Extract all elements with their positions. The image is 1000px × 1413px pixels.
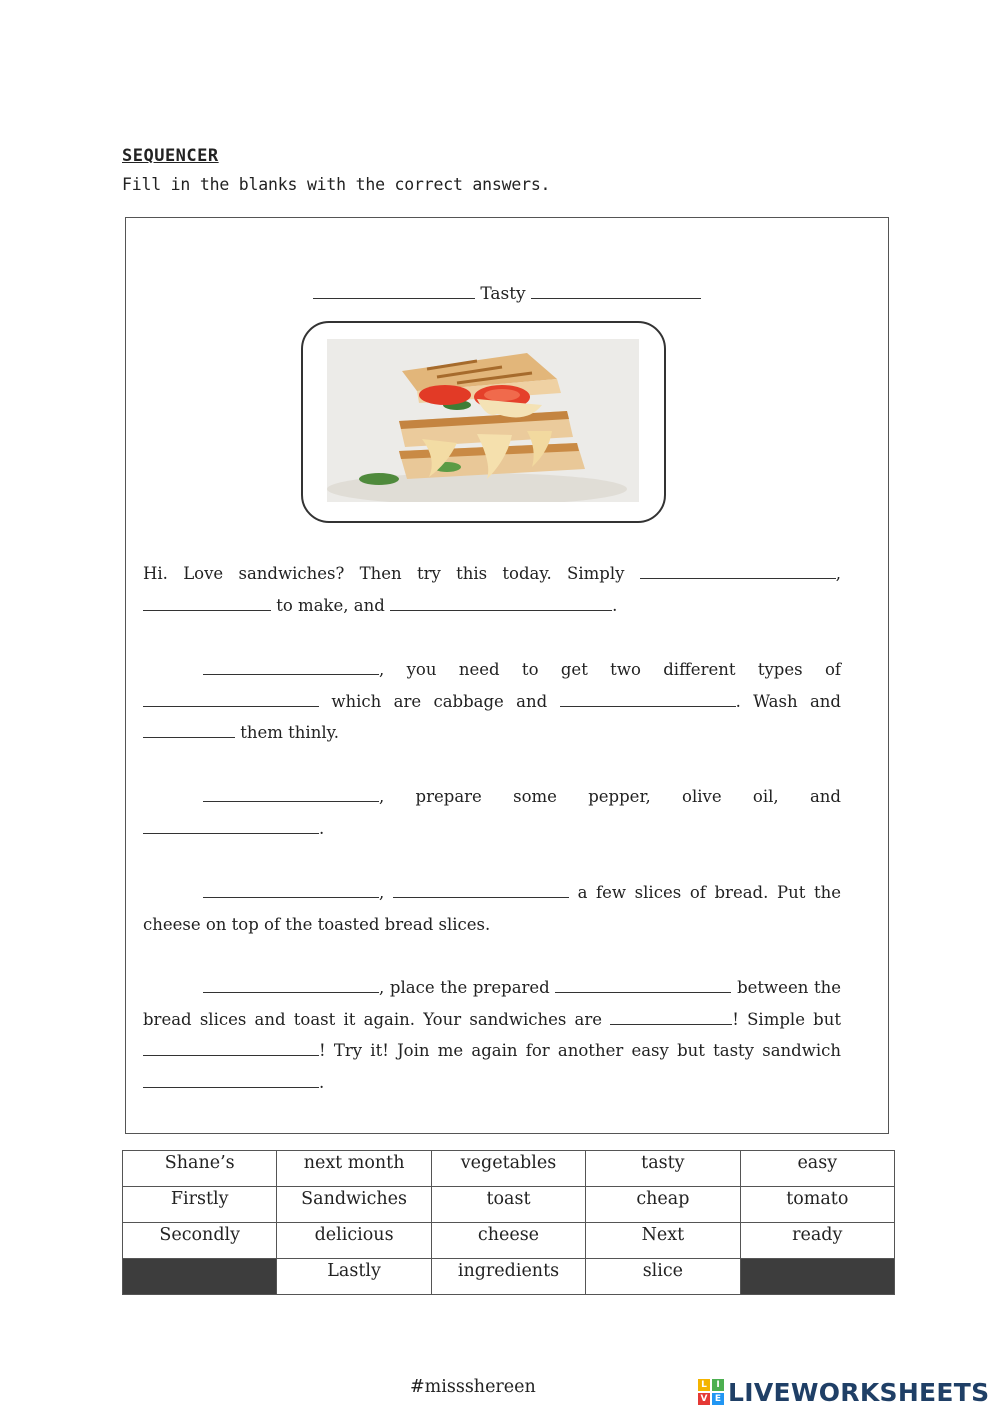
instruction-text: Fill in the blanks with the correct answers. <box>122 175 551 194</box>
paragraph-5 <box>143 972 841 1098</box>
blank-15[interactable] <box>143 1041 319 1056</box>
blank-10[interactable] <box>203 883 379 898</box>
word-bank-cell: Next <box>586 1223 740 1259</box>
p5-text-1: , place the prepared <box>379 978 550 997</box>
p2-text-1: , you need to get two different types of <box>379 660 841 679</box>
logo-text: LIVEWORKSHEETS <box>728 1377 990 1407</box>
p2-text-3: . Wash and <box>735 691 841 711</box>
word-bank-cell: ingredients <box>431 1259 585 1295</box>
blank-4[interactable] <box>203 660 379 675</box>
blank-14[interactable] <box>610 1010 732 1025</box>
p2-text-2: which are cabbage and <box>331 691 548 711</box>
word-bank-cell: cheese <box>431 1223 585 1259</box>
paragraph-3 <box>143 781 841 844</box>
paragraph-4 <box>143 877 841 940</box>
blank-9[interactable] <box>143 819 319 834</box>
word-bank-cell: toast <box>431 1187 585 1223</box>
title-blank-1[interactable] <box>313 284 475 299</box>
title-line <box>125 284 889 304</box>
word-bank-shaded-cell <box>123 1259 277 1295</box>
word-bank-row <box>123 1259 895 1295</box>
word-bank-cell: ready <box>740 1223 894 1259</box>
paragraph-1 <box>143 558 841 621</box>
logo-letter: V <box>698 1393 710 1405</box>
word-bank-cell: vegetables <box>431 1151 585 1187</box>
word-bank-cell: tasty <box>586 1151 740 1187</box>
blank-3[interactable] <box>390 596 612 611</box>
word-bank-cell: next month <box>277 1151 431 1187</box>
p3-text-1: , prepare some pepper, olive oil, and <box>379 787 841 806</box>
p4-text-1: , <box>379 883 385 902</box>
word-bank-row <box>123 1151 895 1187</box>
blank-5[interactable] <box>143 692 319 707</box>
word-bank-cell: Secondly <box>123 1223 277 1259</box>
word-bank-cell: Sandwiches <box>277 1187 431 1223</box>
logo-letter: L <box>698 1379 710 1391</box>
blank-12[interactable] <box>203 978 379 993</box>
worksheet-heading: SEQUENCER <box>122 146 219 166</box>
p5-text-5: . <box>319 1072 325 1092</box>
word-bank-cell: Shane’s <box>123 1151 277 1187</box>
word-bank-shaded-cell <box>740 1259 894 1295</box>
word-bank-cell: easy <box>740 1151 894 1187</box>
p5-text-4: ! Try it! Join me again for another easy but tasty sandwich <box>319 1041 841 1060</box>
word-bank-cell: tomato <box>740 1187 894 1223</box>
word-bank-table <box>122 1150 895 1295</box>
p5-text-3: ! Simple but <box>732 1009 841 1029</box>
p2-text-4: them thinly. <box>240 723 339 742</box>
logo-letter: I <box>712 1379 724 1391</box>
blank-8[interactable] <box>203 787 379 802</box>
word-bank-cell: cheap <box>586 1187 740 1223</box>
blank-16[interactable] <box>143 1073 319 1088</box>
p1-text-4: . <box>612 595 618 615</box>
title-blank-2[interactable] <box>531 284 701 299</box>
blank-1[interactable] <box>640 564 836 579</box>
p1-text-1: Hi. Love sandwiches? Then try this today. Simply <box>143 564 625 583</box>
p3-text-2: . <box>319 818 325 838</box>
word-bank-cell: slice <box>586 1259 740 1295</box>
p1-text-2: , <box>835 564 841 583</box>
word-bank-cell: delicious <box>277 1223 431 1259</box>
liveworksheets-logo <box>698 1376 989 1408</box>
title-word: Tasty <box>480 284 526 304</box>
word-bank-row <box>123 1187 895 1223</box>
paragraph-2 <box>143 654 841 749</box>
p5-text-2: between the bread slices and toast it again. Your sandwiches are <box>143 978 842 1029</box>
blank-2[interactable] <box>143 596 271 611</box>
logo-grid-icon <box>698 1379 724 1405</box>
p1-text-3: to make, and <box>276 595 385 615</box>
word-bank-cell: Firstly <box>123 1187 277 1223</box>
blank-13[interactable] <box>555 978 731 993</box>
word-bank-row <box>123 1223 895 1259</box>
blank-11[interactable] <box>393 883 569 898</box>
author-hashtag: #missshereen <box>410 1377 536 1397</box>
p4-text-2: a few slices of bread. Put the cheese on top of the toasted bread slices. <box>143 883 842 934</box>
logo-letter: E <box>712 1393 724 1405</box>
blank-6[interactable] <box>560 692 736 707</box>
word-bank-cell: Lastly <box>277 1259 431 1295</box>
blank-7[interactable] <box>143 723 235 738</box>
sandwich-image <box>327 339 639 502</box>
